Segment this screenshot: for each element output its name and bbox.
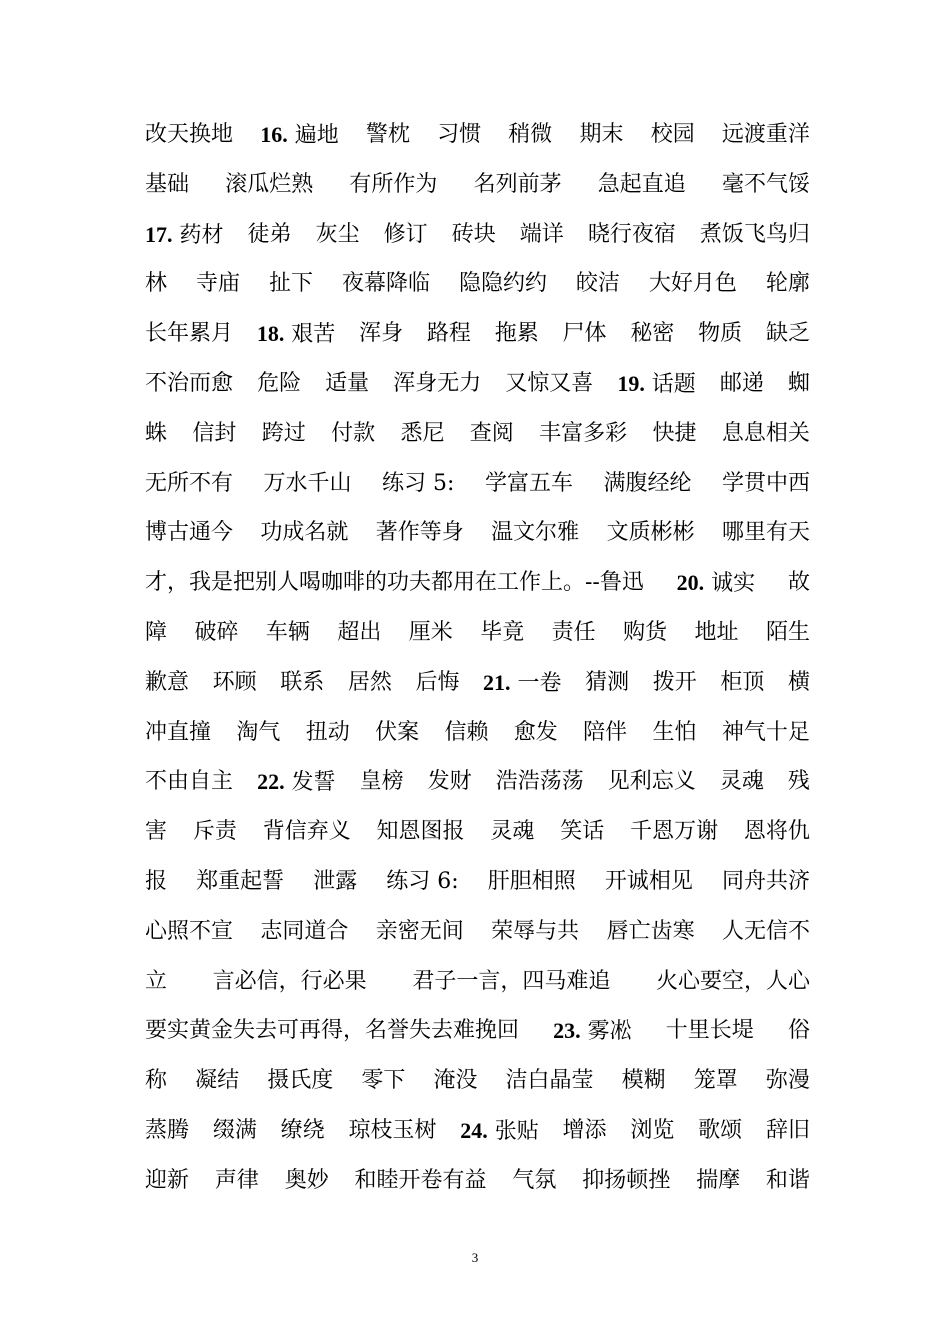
text-token: 学贯中西: [721, 470, 810, 496]
text-token: 温文尔雅: [491, 520, 580, 546]
lesson-number: 23.: [553, 1018, 581, 1044]
text-token: 林: [145, 271, 168, 297]
text-token: 18. 艰苦: [256, 321, 336, 348]
text-token: 蜘: [787, 370, 810, 396]
text-token: 淹没: [433, 1068, 478, 1094]
text-token: 徒弟: [247, 221, 292, 247]
text-token: 破碎: [194, 619, 239, 645]
text-token: 凝结: [195, 1068, 240, 1094]
text-token: 功成名就: [260, 520, 349, 546]
text-token: 物质: [698, 321, 743, 347]
text-token: 毫不气馁: [721, 171, 810, 197]
text-token: 路程: [426, 321, 471, 347]
text-token: 车辆: [265, 619, 310, 645]
text-token: 肝胆相照: [487, 868, 576, 894]
text-token: 居然: [347, 669, 392, 695]
text-line: [145, 1006, 810, 1056]
text-token: 扯下: [268, 271, 313, 297]
text-token: 责任: [551, 619, 596, 645]
text-token: 16. 遍地: [260, 122, 339, 148]
text-token: 基础: [145, 171, 190, 197]
text-token: 秘密: [630, 321, 675, 347]
text-token: 愈发: [513, 719, 558, 745]
text-token: 斥责: [192, 819, 237, 845]
text-token: 不由自主: [145, 769, 234, 795]
text-token: 笑话: [560, 819, 605, 845]
text-token: 期末: [579, 122, 624, 147]
text-token: 滚瓜烂熟: [225, 171, 314, 197]
text-token: 煮饭飞鸟归: [699, 221, 810, 247]
text-token: 揣摩: [696, 1167, 741, 1193]
text-line: [145, 708, 810, 758]
text-token: 千恩万谢: [630, 819, 719, 845]
text-token: 横: [787, 669, 810, 695]
text-token: 校园: [650, 122, 695, 147]
text-token: 见利忘义: [607, 769, 696, 795]
text-token: 荣辱与共: [491, 918, 580, 944]
text-token: 知恩图报: [376, 819, 465, 845]
text-token: 蒸腾: [145, 1117, 190, 1143]
text-token: 21. 一卷: [483, 669, 562, 696]
text-token: 文质彬彬: [606, 520, 695, 546]
text-token: 模糊: [621, 1068, 666, 1094]
text-token: 皇榜: [359, 769, 404, 795]
text-token: 夜幕降临: [341, 271, 430, 297]
text-line: [145, 1056, 810, 1106]
text-token: 无所不有: [145, 470, 234, 496]
text-line: [145, 508, 810, 558]
text-token: 扭动: [305, 719, 350, 745]
text-token: 砖块: [451, 221, 496, 247]
text-line: [145, 757, 810, 807]
text-line: [145, 210, 810, 260]
text-token: 伏案: [375, 719, 420, 745]
lesson-number: 16.: [260, 122, 288, 147]
text-token: 洁白晶莹: [505, 1068, 594, 1094]
text-token: 修订: [383, 221, 428, 247]
text-token: 尸体: [562, 321, 607, 347]
text-line: [145, 658, 810, 708]
text-token: 17. 药材: [145, 221, 224, 248]
text-token: 灵魂: [719, 769, 764, 795]
text-token: 泄露: [313, 868, 358, 894]
text-token: 十里长堤: [665, 1018, 754, 1044]
text-token: 零下: [361, 1068, 406, 1094]
text-token: 20. 诚实: [676, 570, 756, 597]
text-token: 笼罩: [693, 1068, 738, 1094]
text-token: 习惯: [437, 122, 482, 147]
text-token: 不治而愈: [145, 370, 234, 396]
text-token: 信封: [192, 420, 237, 446]
text-token: 浏览: [630, 1117, 675, 1143]
text-line: [145, 409, 810, 459]
text-token: 远渡重洋: [721, 122, 810, 147]
text-token: 歌颂: [698, 1117, 743, 1143]
text-token: 超出: [337, 619, 382, 645]
lesson-number: 24.: [460, 1117, 488, 1143]
body-text: [145, 110, 810, 1206]
text-token: 障: [145, 619, 168, 645]
text-token: 增添: [562, 1117, 607, 1143]
text-token: 君子一言，四马难追: [412, 968, 611, 994]
text-token: 悉尼: [400, 420, 445, 446]
text-line: [145, 608, 810, 658]
text-token: 缺乏: [765, 321, 810, 347]
text-token: 危险: [257, 370, 302, 396]
text-token: 隐隐约约: [458, 271, 547, 297]
text-token: 厘米: [408, 619, 453, 645]
text-token: 人无信不: [721, 918, 810, 944]
text-token: 邮递: [719, 370, 764, 396]
text-line: [145, 309, 810, 359]
text-token: 联系: [280, 669, 325, 695]
text-token: 立: [145, 968, 168, 994]
text-token: 猜测: [585, 669, 630, 695]
text-token: 拖累: [494, 321, 539, 347]
text-token: 地址: [694, 619, 739, 645]
text-token: 声律: [214, 1167, 259, 1193]
text-token: 缀满: [212, 1117, 257, 1143]
text-token: 火心要空，人心: [655, 968, 810, 994]
text-token: 万水千山: [263, 470, 352, 496]
text-token: 名列前茅: [473, 171, 562, 197]
text-token: 19. 话题: [617, 370, 696, 397]
text-token: 著作等身: [375, 520, 464, 546]
text-token: 练习 6:: [386, 868, 459, 894]
text-token: 要实黄金失去可再得，名誉失去难挽回: [145, 1018, 520, 1044]
text-token: 长年累月: [145, 321, 234, 347]
text-token: 报: [145, 868, 168, 894]
text-token: 拨开: [652, 669, 697, 695]
text-token: 浑身无力: [393, 370, 482, 396]
text-line: [145, 558, 810, 608]
lesson-number: 22.: [257, 769, 285, 795]
text-line: [145, 1156, 810, 1206]
lesson-number: 20.: [676, 570, 705, 596]
text-token: 晓行夜宿: [587, 221, 676, 247]
page-number: 3: [471, 1250, 479, 1265]
text-token: 奥妙: [284, 1167, 329, 1193]
text-token: 陪伴: [583, 719, 628, 745]
text-token: 皎洁: [575, 271, 620, 297]
text-token: 毕竟: [480, 619, 525, 645]
text-token: 唇亡齿寒: [606, 918, 695, 944]
text-token: 称: [145, 1068, 168, 1094]
text-token: 寺庙: [195, 271, 240, 297]
lesson-number: 17.: [145, 221, 173, 247]
text-token: 害: [145, 819, 168, 845]
text-token: 才，我是把别人喝咖啡的功夫都用在工作上。--鲁迅: [145, 570, 644, 596]
lesson-number: 19.: [617, 370, 645, 396]
text-token: 22. 发誓: [257, 769, 336, 796]
text-token: 轮廓: [765, 271, 810, 297]
text-token: 同舟共济: [721, 868, 810, 894]
text-token: 故: [787, 570, 810, 596]
text-token: 辞旧: [765, 1117, 810, 1143]
text-token: 发财: [427, 769, 472, 795]
text-token: 查阅: [469, 420, 514, 446]
text-token: 环顾: [212, 669, 257, 695]
lesson-number: 21.: [483, 669, 511, 695]
text-token: 浩浩荡荡: [495, 769, 584, 795]
text-token: 有所作为: [349, 171, 438, 197]
text-token: 跨过: [261, 420, 306, 446]
text-token: 警枕: [365, 122, 410, 147]
text-token: 端详: [519, 221, 564, 247]
text-token: 冲直撞: [145, 719, 212, 745]
text-token: 弥漫: [765, 1068, 810, 1094]
text-token: 稍微: [508, 122, 553, 147]
text-token: 气氛: [512, 1167, 557, 1193]
text-token: 志同道合: [260, 918, 349, 944]
text-token: 残: [787, 769, 810, 795]
text-token: 满腹经纶: [603, 470, 692, 496]
text-line: [145, 259, 810, 309]
text-line: [145, 807, 810, 857]
text-token: 又惊又喜: [505, 370, 594, 396]
text-line: [145, 957, 810, 1007]
text-token: 浑身: [359, 321, 404, 347]
text-token: 信赖: [444, 719, 489, 745]
text-token: 丰富多彩: [539, 420, 628, 446]
text-token: 息息相关: [721, 420, 810, 446]
text-token: 适量: [325, 370, 370, 396]
text-token: 急起直追: [597, 171, 686, 197]
text-token: 淘气: [236, 719, 281, 745]
text-line: [145, 907, 810, 957]
text-token: 柜顶: [720, 669, 765, 695]
text-token: 开诚相见: [604, 868, 693, 894]
text-line: [145, 110, 810, 160]
text-token: 哪里有天: [721, 520, 810, 546]
text-token: 后悔: [415, 669, 460, 695]
text-token: 和睦开卷有益: [354, 1167, 487, 1193]
text-token: 蛛: [145, 420, 168, 446]
text-token: 恩将仇: [743, 819, 810, 845]
text-line: [145, 359, 810, 409]
text-token: 亲密无间: [375, 918, 464, 944]
text-token: 练习 5:: [382, 470, 455, 496]
text-token: 抑扬顿挫: [582, 1167, 671, 1193]
text-token: 迎新: [145, 1167, 190, 1193]
text-token: 心照不宣: [145, 918, 234, 944]
text-token: 琼枝玉树: [348, 1117, 437, 1143]
text-token: 缭绕: [280, 1117, 325, 1143]
text-token: 背信弃义: [262, 819, 351, 845]
text-line: [145, 857, 810, 907]
text-token: 快捷: [652, 420, 697, 446]
text-token: 神气十足: [721, 719, 810, 745]
text-token: 郑重起誓: [196, 868, 285, 894]
text-token: 生怕: [652, 719, 697, 745]
lesson-number: 18.: [256, 321, 285, 347]
text-line: [145, 459, 810, 509]
text-token: 学富五车: [484, 470, 573, 496]
text-token: 博古通今: [145, 520, 234, 546]
text-token: 俗: [787, 1018, 810, 1044]
text-token: 言必信，行必果: [212, 968, 367, 994]
text-token: 大好月色: [648, 271, 737, 297]
text-token: 摄氏度: [267, 1068, 334, 1094]
text-token: 改天换地: [145, 122, 234, 147]
text-token: 灰尘: [315, 221, 360, 247]
text-token: 付款: [331, 420, 376, 446]
text-line: [145, 160, 810, 210]
text-token: 陌生: [765, 619, 810, 645]
text-token: 灵魂: [490, 819, 535, 845]
text-token: 24. 张贴: [460, 1117, 539, 1144]
text-token: 歉意: [145, 669, 190, 695]
text-token: 和谐: [765, 1167, 810, 1193]
text-token: 23. 雾凇: [553, 1018, 632, 1045]
text-line: [145, 1106, 810, 1156]
text-token: 购货: [623, 619, 668, 645]
